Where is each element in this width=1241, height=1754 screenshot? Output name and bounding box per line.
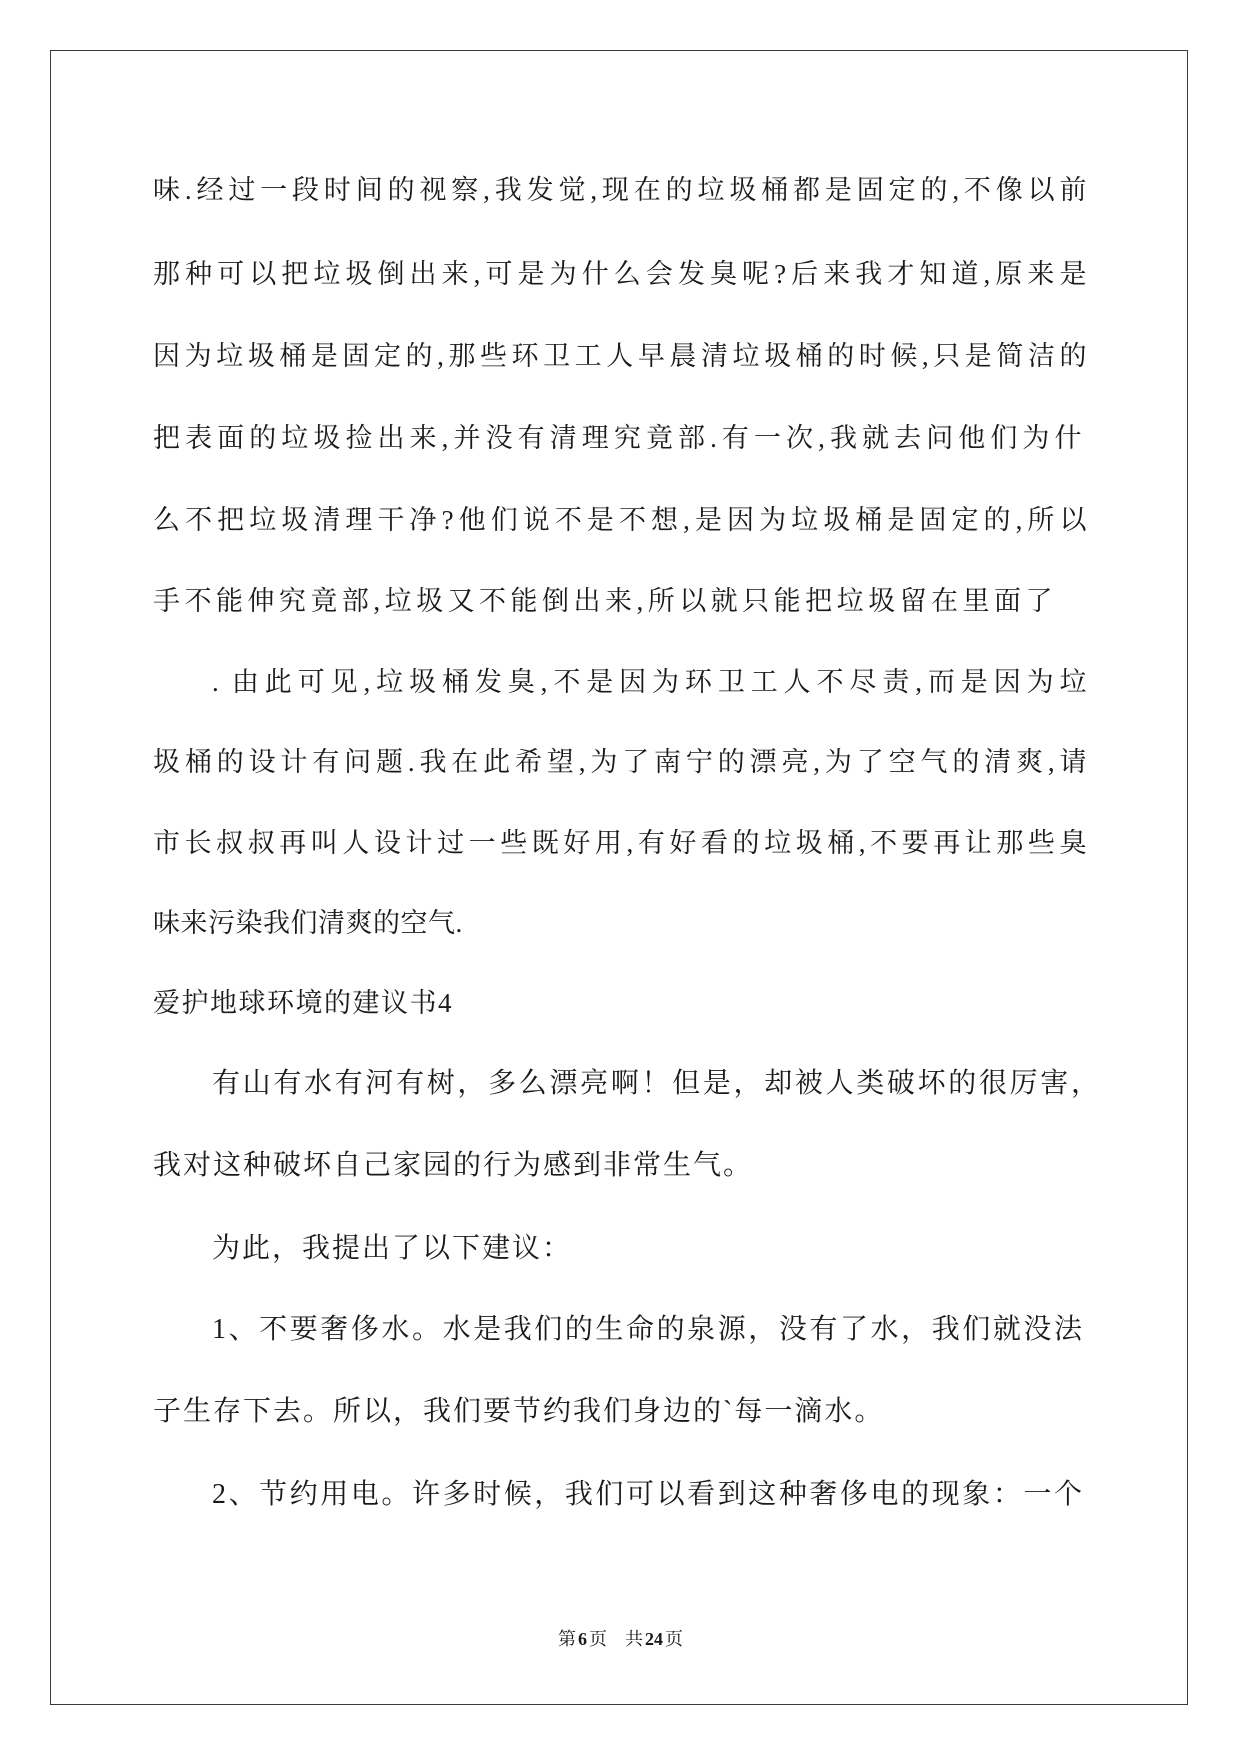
text-line: 因为垃圾桶是固定的,那些环卫工人早晨清垃圾桶的时候,只是简洁的 xyxy=(153,341,1087,371)
text-line: 圾桶的设计有问题.我在此希望,为了南宁的漂亮,为了空气的清爽,请 xyxy=(153,747,1087,777)
text-line: 子生存下去。所以，我们要节约我们身边的`每一滴水。 xyxy=(153,1396,885,1427)
page-suffix: 页 xyxy=(589,1629,607,1649)
text-line: 我对这种破坏自己家园的行为感到非常生气。 xyxy=(153,1150,754,1181)
section-heading: 爱护地球环境的建议书4 xyxy=(153,988,453,1018)
text-line: 把表面的垃圾捡出来,并没有清理究竟部.有一次,我就去问他们为什 xyxy=(153,423,1082,453)
total-suffix: 页 xyxy=(665,1629,683,1649)
text-line: 1、不要奢侈水。水是我们的生命的泉源，没有了水，我们就没法 xyxy=(212,1314,1084,1345)
text-line: 为此，我提出了以下建议： xyxy=(212,1233,573,1264)
text-line: 味来污染我们清爽的空气. xyxy=(153,908,463,938)
total-prefix: 共 xyxy=(625,1629,643,1649)
text-line: 么不把垃圾清理干净?他们说不是不想,是因为垃圾桶是固定的,所以 xyxy=(153,505,1087,535)
text-line: 市长叔叔再叫人设计过一些既好用,有好看的垃圾桶,不要再让那些臭 xyxy=(153,828,1087,858)
page-footer xyxy=(0,1627,1241,1651)
total-pages: 24 xyxy=(645,1629,663,1649)
text-line: 那种可以把垃圾倒出来,可是为什么会发臭呢?后来我才知道,原来是 xyxy=(153,259,1087,289)
page-prefix: 第 xyxy=(558,1629,576,1649)
text-line: 手不能伸究竟部,垃圾又不能倒出来,所以就只能把垃圾留在里面了 xyxy=(153,586,1053,616)
text-line: 味.经过一段时间的视察,我发觉,现在的垃圾桶都是固定的,不像以前 xyxy=(153,175,1087,205)
text-line: . 由此可见,垃圾桶发臭,不是因为环卫工人不尽责,而是因为垃 xyxy=(212,667,1087,697)
text-line: 2、节约用电。许多时候，我们可以看到这种奢侈电的现象：一个 xyxy=(212,1479,1084,1510)
page-number: 6 xyxy=(578,1629,587,1649)
text-line: 有山有水有河有树，多么漂亮啊！但是，却被人类破坏的很厉害， xyxy=(212,1068,1101,1099)
